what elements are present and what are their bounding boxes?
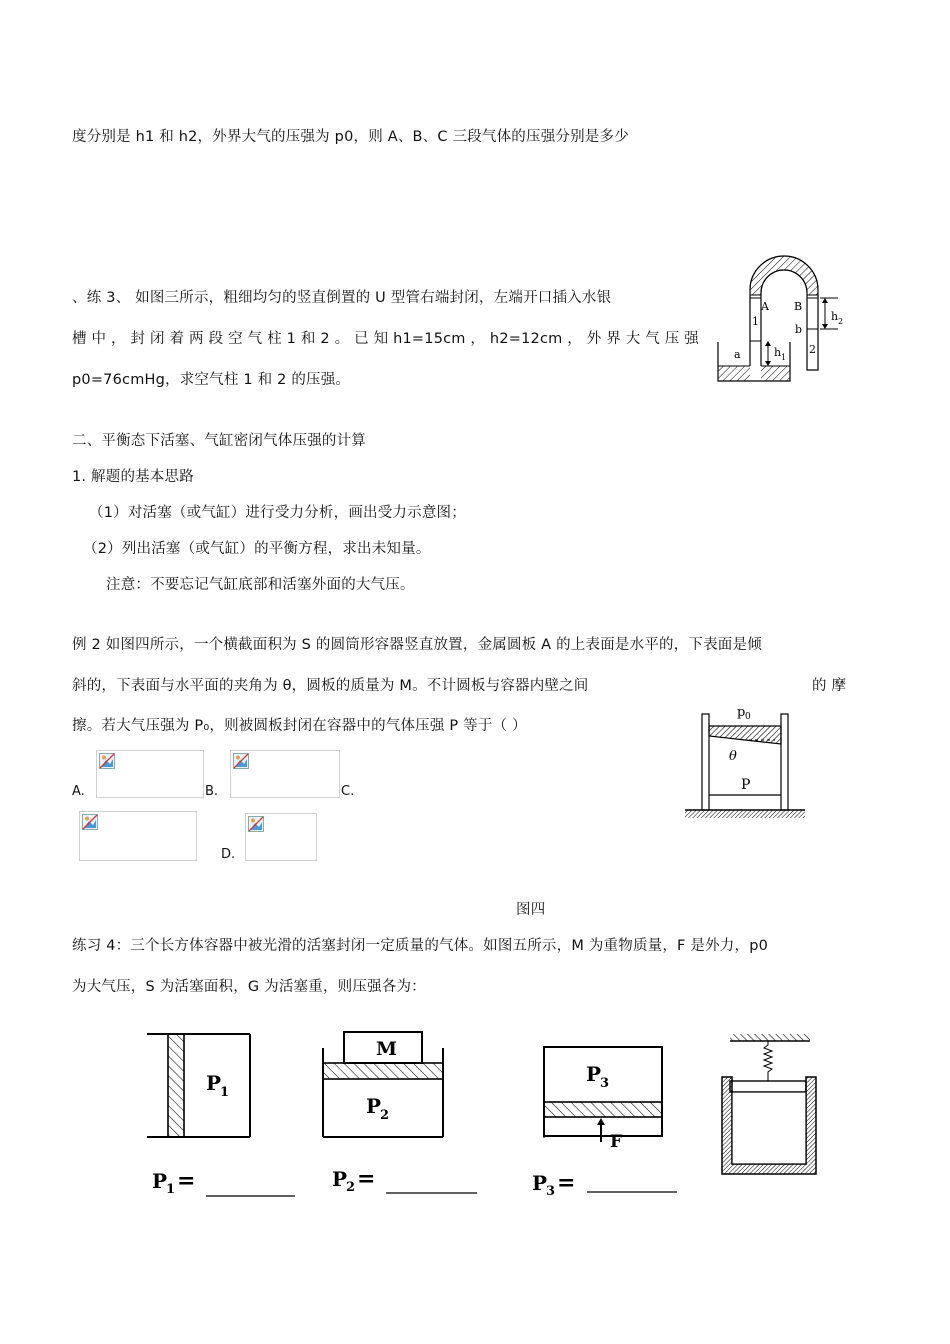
label-A: A <box>761 300 769 313</box>
eq-p2: P <box>332 1167 348 1191</box>
label-b: b <box>795 323 803 336</box>
option-d-label: D. <box>221 847 236 862</box>
option-b-image <box>230 750 340 798</box>
option-a-label: A. <box>72 784 85 799</box>
option-d-image <box>245 813 317 861</box>
container-3 <box>544 1047 662 1152</box>
figure-4-container-diagram <box>683 700 808 820</box>
exercise-4-line-2: 为大气压，S 为活塞面积，G 为活塞重，则压强各为： <box>72 979 426 995</box>
option-b-label: B. <box>205 784 219 799</box>
label-p0-sub: 0 <box>745 712 751 722</box>
container-2 <box>323 1032 443 1137</box>
eq-p1: P <box>152 1169 168 1193</box>
eq-p3-sub: 3 <box>546 1184 556 1199</box>
eq-p1-equals: = <box>177 1168 196 1194</box>
eq-p1-sub: 1 <box>166 1182 176 1197</box>
label-P: P <box>741 777 751 793</box>
figure-5-diagram <box>140 1028 840 1218</box>
figure-4-caption: 图四 <box>516 902 546 918</box>
label-a: a <box>734 348 741 361</box>
section-2-heading: 二、平衡态下活塞、气缸密闭气体压强的计算 <box>72 433 366 449</box>
broken-image-icon <box>99 753 115 769</box>
label-1: 1 <box>752 315 759 328</box>
step-1a: （1）对活塞（或气缸）进行受力分析，画出受力示意图； <box>89 505 466 521</box>
eq-p2-equals: = <box>357 1166 376 1192</box>
example-2-line-3: 擦。若大气压强为 P₀，则被圆板封闭在容器中的气体压强 P 等于（ ） <box>72 718 527 734</box>
label-theta: θ <box>729 749 737 764</box>
example-2-line-2-end: 的 摩 <box>812 678 847 694</box>
example-2-line-2: 斜的，下表面与水平面的夹角为 θ，圆板的质量为 M。不计圆板与容器内壁之间 <box>72 678 589 694</box>
label-2: 2 <box>809 343 816 356</box>
exercise-3-line-3: p0=76cmHg，求空气柱 1 和 2 的压强。 <box>72 372 351 388</box>
label-p3: P <box>586 1062 602 1086</box>
exercise-3-line-1: 、练 3、 如图三所示，粗细均匀的竖直倒置的 U 型管右端封闭，左端开口插入水银 <box>72 290 612 306</box>
option-c-label: C. <box>341 784 355 799</box>
option-a-image <box>96 750 204 798</box>
container-4 <box>722 1034 816 1174</box>
broken-image-icon <box>233 753 249 769</box>
eq-p3: P <box>532 1171 548 1195</box>
label-F: F <box>610 1132 623 1152</box>
note-text: 注意：不要忘记气缸底部和活塞外面的大气压。 <box>106 577 415 593</box>
broken-image-icon <box>248 816 264 832</box>
broken-image-icon <box>82 814 98 830</box>
exercise-4-line-1: 练习 4：三个长方体容器中被光滑的活塞封闭一定质量的气体。如图五所示，M 为重物质量，F 是外力，p0 <box>72 938 769 954</box>
container-1 <box>147 1034 250 1137</box>
option-c-image <box>79 811 197 861</box>
paragraph-pressure-abc: 度分别是 h1 和 h2，外界大气的压强为 p0，则 A、B、C 三段气体的压强分别是多少 <box>72 129 629 145</box>
label-p1-sub: 1 <box>220 1085 230 1100</box>
label-p3-sub: 3 <box>600 1076 610 1091</box>
label-M: M <box>376 1038 398 1060</box>
label-B: B <box>794 300 803 313</box>
label-p1: P <box>206 1071 222 1095</box>
label-p2: P <box>366 1094 382 1118</box>
example-2-line-1: 例 2 如图四所示，一个横截面积为 S 的圆筒形容器竖直放置，金属圆板 A 的上表面是水平的，下表面是倾 <box>72 637 762 653</box>
figure-3-u-tube-diagram <box>714 255 854 385</box>
label-p0: p <box>737 705 746 720</box>
label-h1-sub: 1 <box>781 353 787 362</box>
step-1b: （2）列出活塞（或气缸）的平衡方程，求出未知量。 <box>83 541 431 557</box>
eq-p3-equals: = <box>557 1170 576 1196</box>
label-h2-sub: 2 <box>838 317 844 326</box>
label-h2: h <box>831 310 839 323</box>
label-p2-sub: 2 <box>380 1108 390 1123</box>
eq-p2-sub: 2 <box>346 1180 356 1195</box>
step-1-heading: 1. 解题的基本思路 <box>72 469 194 485</box>
exercise-3-line-2: 槽 中 ， 封 闭 着 两 段 空 气 柱 1 和 2 。 已 知 h1=15cm ， h2=12cm ， 外 界 大 气 压 强 <box>72 331 700 347</box>
label-h1: h <box>774 346 782 359</box>
